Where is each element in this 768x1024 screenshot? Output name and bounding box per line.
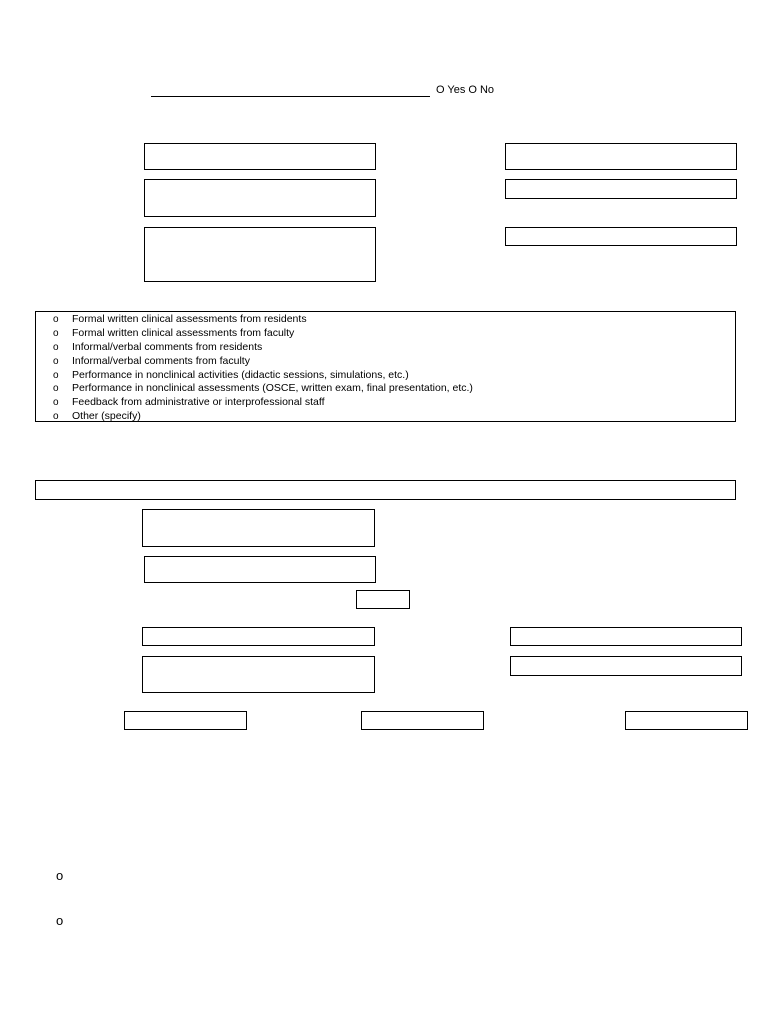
bullet-icon: o xyxy=(53,397,59,409)
list-item-label: Informal/verbal comments from residents xyxy=(72,340,263,353)
text-field-12[interactable] xyxy=(510,656,742,676)
text-field-3[interactable] xyxy=(144,227,376,282)
list-item-label: Informal/verbal comments from faculty xyxy=(72,354,250,367)
wide-text-field[interactable] xyxy=(35,480,736,500)
text-field-4[interactable] xyxy=(505,143,737,170)
list-item-label: Performance in nonclinical activities (didactic sessions, simulations, etc.) xyxy=(72,368,409,381)
text-field-8[interactable] xyxy=(144,556,376,583)
text-field-5[interactable] xyxy=(505,179,737,199)
text-field-9[interactable] xyxy=(142,627,375,646)
short-field-3[interactable] xyxy=(625,711,748,730)
assessment-sources-list xyxy=(35,311,736,422)
list-item-label: Formal written clinical assessments from residents xyxy=(72,313,307,325)
bullet-icon: o xyxy=(53,383,59,395)
bullet-icon: o xyxy=(53,341,59,353)
bullet-icon: o xyxy=(53,355,59,367)
list-item-label: Formal written clinical assessments from faculty xyxy=(72,326,295,339)
short-field-1[interactable] xyxy=(124,711,247,730)
text-field-10[interactable] xyxy=(142,656,375,693)
yes-no-options xyxy=(436,84,497,97)
no-option[interactable]: O No xyxy=(468,84,495,96)
option-bullet-2[interactable]: o xyxy=(56,913,64,928)
short-field-2[interactable] xyxy=(361,711,484,730)
text-field-2[interactable] xyxy=(144,179,376,217)
list-item-label: Other (specify) xyxy=(72,410,141,422)
bullet-icon: o xyxy=(53,369,59,381)
bullet-icon: o xyxy=(53,314,59,325)
bullet-icon: o xyxy=(53,327,59,339)
text-field-1[interactable] xyxy=(144,143,376,170)
option-bullet-1[interactable]: o xyxy=(56,868,64,883)
yes-option[interactable]: O Yes xyxy=(436,84,466,96)
list-item-label: Performance in nonclinical assessments (OSCE, written exam, final presentation, etc.) xyxy=(72,382,473,395)
answer-line[interactable] xyxy=(151,96,430,97)
text-field-7[interactable] xyxy=(142,509,375,547)
bullet-icon: o xyxy=(53,411,59,422)
text-field-6[interactable] xyxy=(505,227,737,246)
text-field-11[interactable] xyxy=(510,627,742,646)
list-item-label: Feedback from administrative or interprofessional staff xyxy=(72,396,325,409)
small-text-field[interactable] xyxy=(356,590,410,609)
